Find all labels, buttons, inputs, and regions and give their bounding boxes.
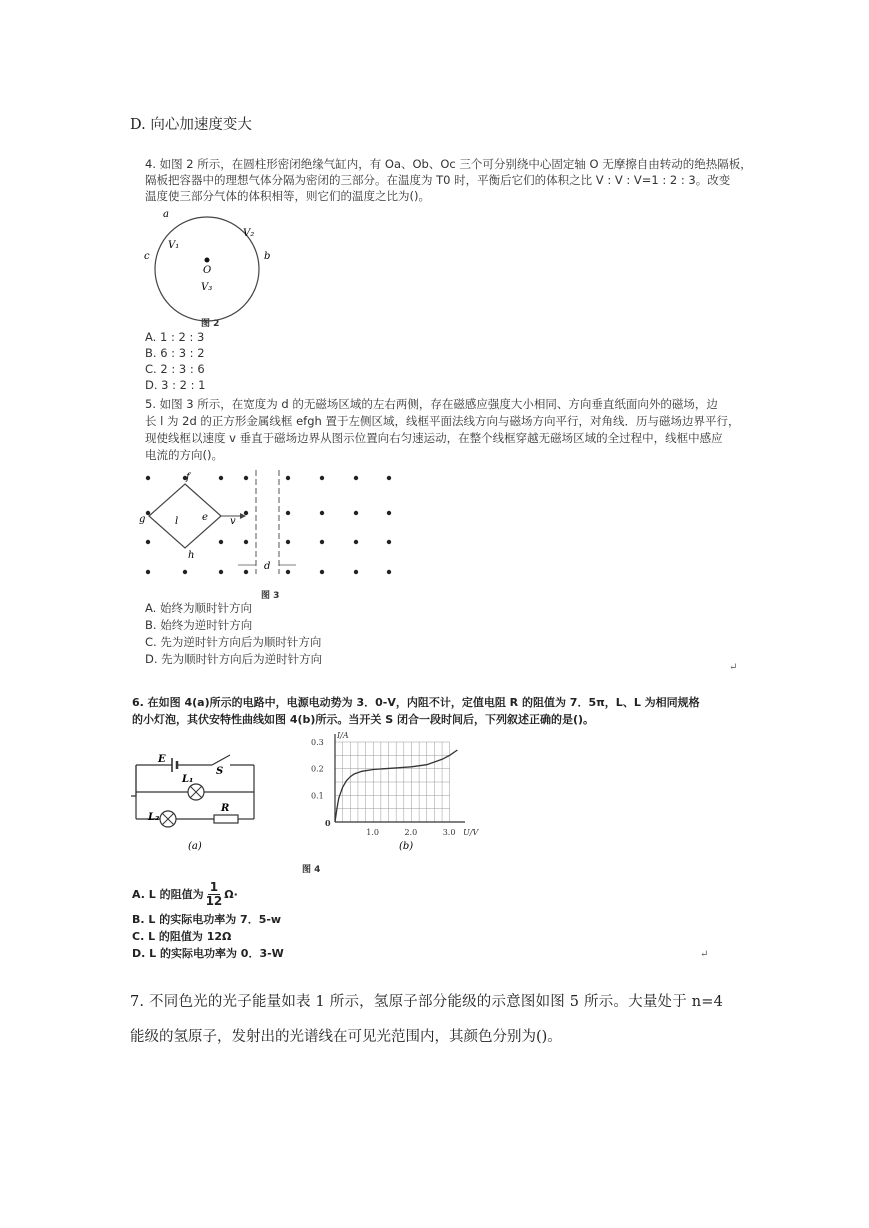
fig3-label-h: h — [188, 550, 195, 561]
field-dots — [146, 476, 391, 574]
fig3-label-e: e — [202, 512, 208, 523]
field-dot — [146, 476, 150, 480]
field-dot — [183, 570, 187, 574]
chart-grid — [335, 742, 450, 822]
q6-circuit-diagram — [126, 740, 264, 852]
field-dot — [244, 570, 248, 574]
fig2-label-v1: V₁ — [168, 240, 180, 251]
fig3-label-g: g — [139, 514, 146, 525]
x-tick-label: 2.0 — [404, 828, 418, 837]
x-tick-label: 1.0 — [366, 828, 379, 837]
q6-stem-line-2: 的小灯泡，其伏安特性曲线如图 4(b)所示。当开关 S 闭合一段时间后，下列叙述正确的是()。 — [132, 713, 595, 726]
field-dot — [387, 476, 391, 480]
q5-stem-line-4: 电流的方向()。 — [145, 448, 223, 462]
fig2-label-v2: V₂ — [243, 228, 255, 239]
field-dot — [320, 511, 324, 515]
field-dot — [146, 540, 150, 544]
q6-option-b: B. L 的实际电功率为 7．5-w — [132, 913, 282, 926]
fraction-numerator: 1 — [209, 879, 219, 894]
q5-figure-magnetic-field — [138, 466, 403, 594]
field-dot — [286, 540, 290, 544]
q4-stem-line-2: 隔板把容器中的理想气体分隔为密闭的三部分。在温度为 T0 时，平衡后它们的体积之比 V : V : V=1 : 2 : 3。改变 — [145, 173, 731, 187]
field-dot — [320, 540, 324, 544]
q5-stem-line-1: 5. 如图 3 所示，在宽度为 d 的无磁场区域的左右两侧，存在磁感应强度大小相同、方向垂直纸面向外的磁场，边 — [145, 397, 718, 411]
q5-stem-line-2: 长 l 为 2d 的正方形金属线框 efgh 置于左侧区域，线框平面法线方向与磁场方向平行，对角线．历与磁场边界平行， — [145, 414, 740, 428]
q6-stem-line-1: 6. 在如图 4(a)所示的电路中，电源电动势为 3．0-V，内阻不计，定值电阻 R 的阻值为 7．5π，L、L 为相同规格 — [132, 696, 700, 709]
field-dot — [387, 570, 391, 574]
q4-option-d: D. 3 : 2 : 1 — [145, 378, 206, 392]
q5-option-d: D. 先为顺时针方向后为逆时针方向 — [145, 652, 323, 666]
field-dot — [219, 570, 223, 574]
q4-option-b: B. 6 : 3 : 2 — [145, 346, 205, 360]
fig3-label-v: v — [230, 516, 236, 527]
q5-option-c: C. 先为逆时针方向后为顺时针方向 — [145, 635, 322, 649]
graph-caption: (b) — [399, 841, 414, 852]
field-dot — [219, 540, 223, 544]
field-dot — [146, 570, 150, 574]
label-s: S — [216, 766, 224, 777]
field-dot — [354, 476, 358, 480]
xlabel: U/V — [463, 828, 479, 837]
field-dot — [387, 511, 391, 515]
option-a-prefix: A. L 的阻值为 — [132, 888, 204, 901]
q7-line-1: 7. 不同色光的光子能量如表 1 所示，氢原子部分能级的示意图如图 5 所示。大量处于 n=4 — [130, 994, 724, 1010]
label-e: E — [158, 754, 166, 765]
field-dot — [219, 476, 223, 480]
fig2-label-v3: V₃ — [201, 282, 213, 293]
y-tick-label: 0.1 — [311, 791, 324, 801]
field-dot — [387, 540, 391, 544]
q3-option-d: D. 向心加速度变大 — [130, 117, 252, 133]
fig3-label-d: d — [264, 561, 271, 572]
fig2-caption: 图 2 — [201, 319, 220, 329]
fraction — [206, 881, 223, 908]
field-dot — [320, 570, 324, 574]
square-frame-efgh — [149, 484, 221, 548]
label-l2: L₂ — [148, 812, 160, 823]
y-tick-label: 0.2 — [311, 764, 324, 774]
label-l1: L₁ — [182, 774, 194, 785]
q6-return-mark: ↵ — [700, 949, 709, 960]
q5-stem-line-3: 现使线框以速度 v 垂直于磁场边界从图示位置向右匀速运动，在整个线框穿越无磁场区域的全过程中，线框中感应 — [145, 431, 723, 445]
q4-option-c: C. 2 : 3 : 6 — [145, 362, 205, 376]
field-dot — [286, 476, 290, 480]
q6-option-c: C. L 的阻值为 12Ω — [132, 930, 232, 943]
fig3-label-l: l — [175, 516, 179, 527]
field-dot — [354, 570, 358, 574]
x-tick-label: 3.0 — [442, 828, 456, 837]
field-dot — [354, 511, 358, 515]
q4-stem-line-1: 4. 如图 2 所示，在圆柱形密闭绝缘气缸内，有 Oa、Ob、Oc 三个可分别绕中心固定轴 O 无摩擦自由转动的绝热隔板， — [145, 157, 752, 171]
q5-return-mark: ↵ — [729, 662, 738, 673]
field-dot — [320, 476, 324, 480]
resistor-r — [214, 815, 238, 823]
q4-stem-line-3: 温度使三部分气体的体积相等，则它们的温度之比为()。 — [145, 189, 430, 203]
field-dot — [146, 511, 150, 515]
label-r: R — [221, 803, 230, 814]
origin-label: 0 — [325, 818, 331, 828]
field-dot — [286, 511, 290, 515]
fig2-label-o: O — [203, 265, 212, 276]
fig2-label-b: b — [264, 251, 271, 262]
q6-option-a — [132, 877, 238, 911]
fraction-denominator: 12 — [205, 893, 223, 908]
ylabel: I/A — [337, 731, 349, 740]
y-tick-label: 0.3 — [311, 738, 324, 747]
field-dot — [244, 511, 248, 515]
q7-line-2: 能级的氢原子，发射出的光谱线在可见光范围内，其颜色分别为()。 — [130, 1029, 562, 1045]
field-dot — [244, 476, 248, 480]
q5-option-b: B. 始终为逆时针方向 — [145, 618, 253, 632]
fig3-caption: 图 3 — [261, 591, 280, 601]
fig2-label-a: a — [163, 209, 169, 220]
option-a-unit: Ω· — [224, 887, 238, 901]
q6-option-d: D. L 的实际电功率为 0．3-W — [132, 947, 284, 960]
switch-s — [212, 755, 230, 765]
axis-o-dot — [205, 258, 210, 263]
fig4-caption: 图 4 — [302, 865, 321, 875]
fig2-label-c: c — [144, 251, 150, 262]
field-dot — [354, 540, 358, 544]
field-dot — [286, 570, 290, 574]
q5-option-a: A. 始终为顺时针方向 — [145, 601, 252, 615]
q6-iv-chart — [295, 728, 485, 854]
fig3-label-f: f — [186, 472, 190, 483]
field-dot — [244, 540, 248, 544]
q4-option-a: A. 1 : 2 : 3 — [145, 330, 205, 344]
circuit-caption: (a) — [188, 841, 202, 852]
